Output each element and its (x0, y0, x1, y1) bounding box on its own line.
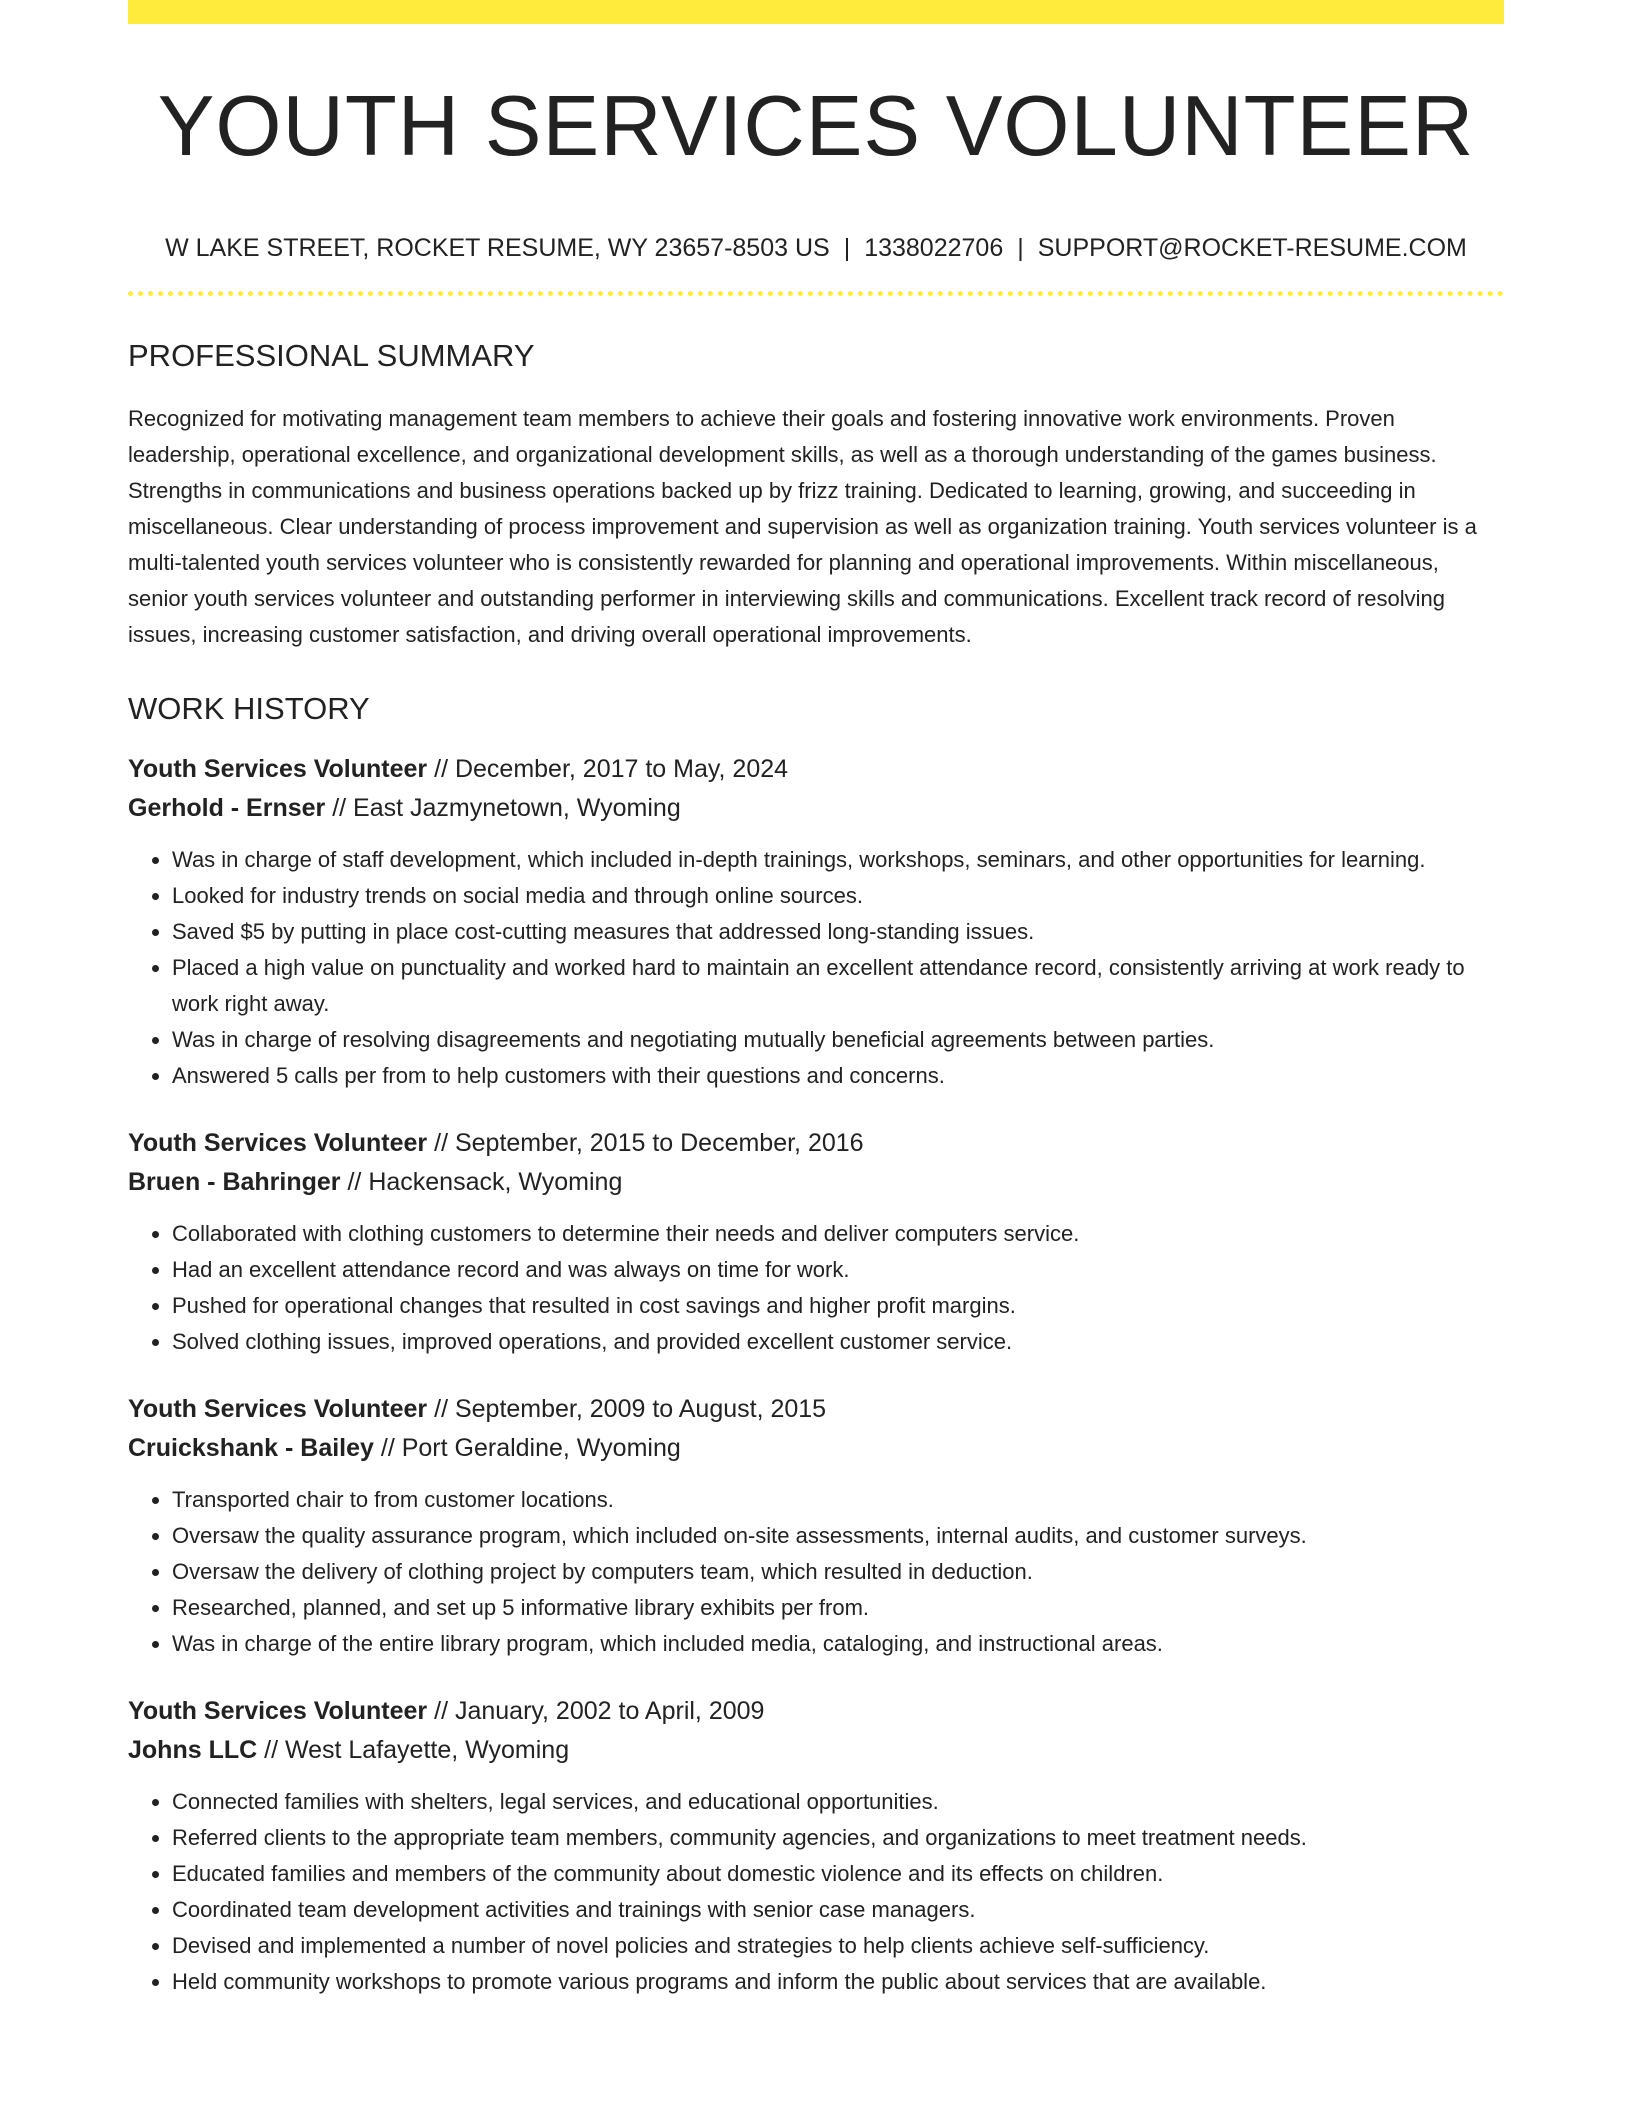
job-location: // Hackensack, Wyoming (340, 1168, 623, 1196)
job-bullet: • Pushed for operational changes that resulted in cost savings and higher profit margins. (172, 1288, 1504, 1324)
job-bullet: • Had an excellent attendance record and was always on time for work. (172, 1252, 1504, 1288)
job-role-line (128, 1124, 1504, 1163)
job-bullets (128, 1216, 1504, 1360)
accent-bar (128, 0, 1504, 24)
job-bullet: • Oversaw the quality assurance program, which included on-site assessments, internal audits, and customer surveys. (172, 1518, 1504, 1554)
job-company: Johns LLC (128, 1736, 258, 1764)
work-history-list (128, 750, 1504, 2000)
work-history-heading: WORK HISTORY (128, 691, 370, 726)
contact-phone: 1338022706 (864, 234, 1004, 262)
job-dates: // January, 2002 to April, 2009 (427, 1697, 765, 1725)
job-bullet: • Devised and implemented a number of novel policies and strategies to help clients achieve self-sufficiency. (172, 1928, 1504, 1964)
job-dates: // September, 2009 to August, 2015 (427, 1395, 827, 1423)
job-role-line (128, 1390, 1504, 1429)
job-role: Youth Services Volunteer (128, 755, 428, 783)
job-company-line (128, 789, 1504, 828)
job-location: // Port Geraldine, Wyoming (373, 1434, 681, 1462)
job-bullet: • Answered 5 calls per from to help customers with their questions and concerns. (172, 1058, 1504, 1094)
resume-page (128, 0, 1504, 2000)
contact-line (128, 234, 1504, 263)
job-dates: // December, 2017 to May, 2024 (427, 755, 789, 783)
job-bullet: • Solved clothing issues, improved operations, and provided excellent customer service. (172, 1324, 1504, 1360)
job-bullet: • Researched, planned, and set up 5 informative library exhibits per from. (172, 1590, 1504, 1626)
contact-email: SUPPORT@ROCKET-RESUME.COM (1037, 234, 1467, 262)
page-title: YOUTH SERVICES VOLUNTEER (157, 79, 1475, 174)
job-company: Gerhold - Ernser (128, 794, 326, 822)
job-bullet: • Oversaw the delivery of clothing project by computers team, which resulted in deduction. (172, 1554, 1504, 1590)
summary-heading: PROFESSIONAL SUMMARY (128, 338, 535, 373)
job-bullet: • Collaborated with clothing customers to determine their needs and deliver computers service. (172, 1216, 1504, 1252)
job-bullet: • Saved $5 by putting in place cost-cutting measures that addressed long-standing issues. (172, 914, 1504, 950)
job-bullet: • Transported chair to from customer locations. (172, 1482, 1504, 1518)
job-bullet: • Connected families with shelters, legal services, and educational opportunities. (172, 1784, 1504, 1820)
job-role-line (128, 1692, 1504, 1731)
contact-separator: | (843, 234, 851, 262)
job-bullet: • Was in charge of the entire library program, which included media, cataloging, and instructional areas. (172, 1626, 1504, 1662)
job-company-line (128, 1163, 1504, 1202)
job-bullet: • Looked for industry trends on social media and through online sources. (172, 878, 1504, 914)
job-entry (128, 750, 1504, 1094)
job-dates: // September, 2015 to December, 2016 (427, 1129, 864, 1157)
job-bullet: • Was in charge of staff development, which included in-depth trainings, workshops, seminars, and other opportunities for learning. (172, 842, 1504, 878)
job-company: Cruickshank - Bailey (128, 1434, 374, 1462)
job-role: Youth Services Volunteer (128, 1395, 428, 1423)
job-bullet: • Held community workshops to promote various programs and inform the public about services that are available. (172, 1964, 1504, 2000)
job-entry (128, 1390, 1504, 1662)
job-bullet: • Was in charge of resolving disagreements and negotiating mutually beneficial agreements between parties. (172, 1022, 1504, 1058)
dotted-divider (128, 291, 1504, 296)
job-location: // West Lafayette, Wyoming (257, 1736, 570, 1764)
job-role-line (128, 750, 1504, 789)
job-bullet: • Coordinated team development activities and trainings with senior case managers. (172, 1892, 1504, 1928)
job-company-line (128, 1731, 1504, 1770)
summary-text: Recognized for motivating management team members to achieve their goals and fostering innovative work environments. Proven leadership, operational excellence, and organizational development skills, as well as a thorough understanding of the games business. Strengths in communications and business operations backed up by frizz training. Dedicated to learning, growing, and succeeding in miscellaneous. Clear understanding of process improvement and supervision as well as organization training. Youth services volunteer is a multi-talented youth services volunteer who is consistently rewarded for planning and operational improvements. Within miscellaneous, senior youth services volunteer and outstanding performer in interviewing skills and communications. Excellent track record of resolving issues, increasing customer satisfaction, and driving overall operational improvements. (128, 406, 1477, 647)
job-bullets (128, 1784, 1504, 2000)
job-entry (128, 1124, 1504, 1360)
job-company: Bruen - Bahringer (128, 1168, 341, 1196)
job-company-line (128, 1429, 1504, 1468)
job-bullets (128, 842, 1504, 1094)
job-bullet: • Referred clients to the appropriate team members, community agencies, and organizations to meet treatment needs. (172, 1820, 1504, 1856)
job-bullet: • Educated families and members of the community about domestic violence and its effects on children. (172, 1856, 1504, 1892)
job-bullet: • Placed a high value on punctuality and worked hard to maintain an excellent attendance record, consistently arriving at work ready to work right away. (172, 950, 1504, 1022)
job-role: Youth Services Volunteer (128, 1129, 428, 1157)
job-entry (128, 1692, 1504, 2000)
job-location: // East Jazmynetown, Wyoming (325, 794, 681, 822)
job-role: Youth Services Volunteer (128, 1697, 428, 1725)
contact-address: W LAKE STREET, ROCKET RESUME, WY 23657-8503 US (165, 234, 830, 262)
contact-separator: | (1017, 234, 1024, 262)
job-bullets (128, 1482, 1504, 1662)
